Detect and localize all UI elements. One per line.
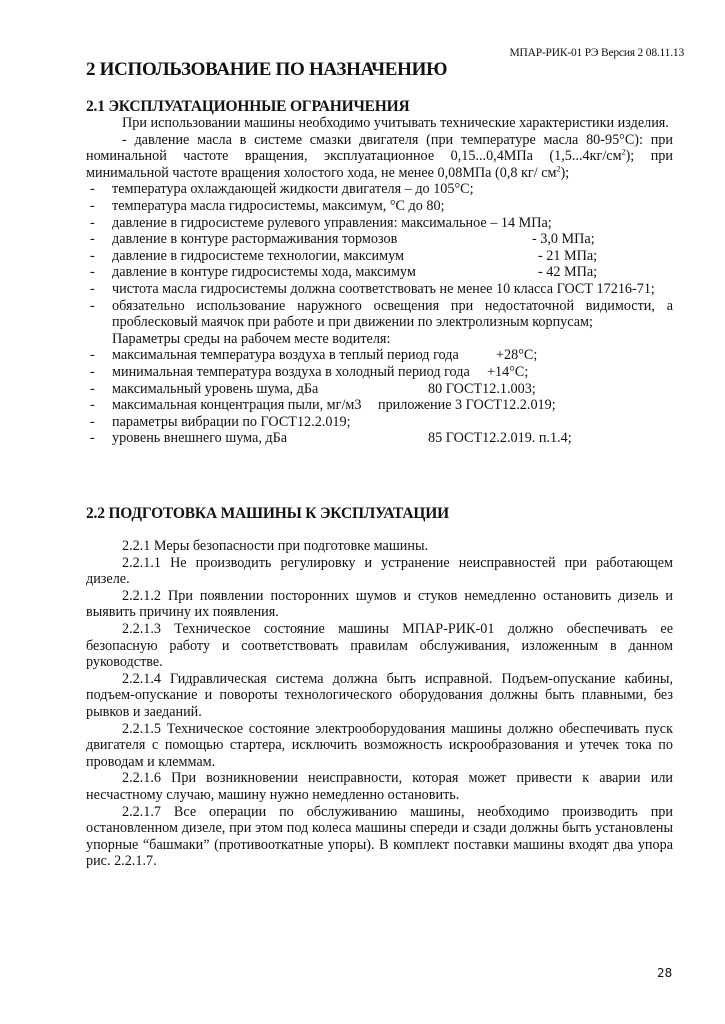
paragraph-2-2-1-6: 2.2.1.6 При возникновении неисправности, которая может привести к аварии или несчастному случаю, машину нужно немедленно остановить. [86,770,673,803]
section-2-2-body [86,538,673,870]
dash-bullet: - [90,363,95,380]
dash-bullet: - [90,347,95,364]
limit-value: - 3,0 МПа; [532,231,595,248]
paragraph-2-2-1-2: 2.2.1.2 При появлении посторонних шумов и стуков немедленно остановить дизель и выявить причину их появления. [86,587,673,621]
dash-bullet: - [90,264,95,281]
dash-bullet: - [90,214,95,231]
env-value: +14°С; [487,363,529,380]
limit-value: - 21 МПа; [538,247,598,264]
env-item: - максимальная концентрация пыли, мг/м3 приложение 3 ГОСТ12.2.019; [86,397,673,414]
dash-bullet: - [90,430,95,447]
paragraph-2-2-1-7: 2.2.1.7 Все операции по обслуживанию машины, необходимо производить при остановленном дизеле, при этом под колеса машины спереди и сзади должны быть установлены упорные “башмаки” (противооткатные упоры). В комплект поставки машины входят два упора рис. 2.2.1.7. [86,803,673,870]
limit-item: - обязательно использование наружного освещения при недостаточной видимости, а проблесковый маячок при работе и при движении по электролизным корпусам; [86,298,673,331]
env-value: 85 ГОСТ12.2.019. п.1.4; [428,430,572,447]
paragraph-2-2-1-4: 2.2.1.4 Гидравлическая система должна быть исправной. Подъем-опускание кабины, подъем-опускание и повороты технологического оборудования должны быть плавными, без рывков и заеданий. [86,670,673,720]
chapter-title: 2 ИСПОЛЬЗОВАНИЕ ПО НАЗНАЧЕНИЮ [86,59,448,80]
dash-bullet: - [90,297,95,314]
env-value: 80 ГОСТ12.1.003; [428,380,536,397]
limit-item: - давление в контуре гидросистемы хода, максимум - 42 МПа; [86,264,673,281]
dash-bullet: - [90,397,95,414]
env-item: - параметры вибрации по ГОСТ12.2.019; [86,414,673,431]
limit-value: - 42 МПа; [538,264,598,281]
limit-item: - давление в гидросистеме рулевого управления: максимальное – 14 МПа; [86,215,673,232]
intro-paragraph: При использовании машины необходимо учитывать технические характеристики изделия. [122,115,669,131]
oil-pressure-paragraph: - давление масла в системе смазки двигателя (при температуре масла 80-95°С): при номинальной частоте вращения, эксплуатационное 0,15...0,4МПа $(1,5...4кг/см^2)$; при минимальной частоте вращения холостого хода, не менее 0,08МПа (0,8 кг/ $см^2$); [86,131,673,181]
page-number: 28 [657,966,673,980]
dash-bullet: - [90,231,95,248]
paragraph-2-2-1: 2.2.1 Меры безопасности при подготовке машины. [122,538,429,554]
dash-bullet: - [90,197,95,214]
limit-item: - чистота масла гидросистемы должна соответствовать не менее 10 класса ГОСТ 17216-71; [86,281,673,298]
dash-bullet: - [90,181,95,198]
limit-item: - давление в контуре растормаживания тормозов - 3,0 МПа; [86,231,673,248]
env-item: - уровень внешнего шума, дБа 85 ГОСТ12.2.019. п.1.4; [86,430,673,447]
env-item: - минимальная температура воздуха в холодный период года +14°С; [86,364,673,381]
environment-heading: Параметры среды на рабочем месте водителя: [112,330,391,347]
paragraph-2-2-1-3: 2.2.1.3 Техническое состояние машины МПАР-РИК-01 должно обеспечивать ее безопасную работу и соответствовать правилам обслуживания, изложенным в данном руководстве. [86,620,673,671]
env-value: приложение 3 ГОСТ12.2.019; [378,397,556,414]
limit-item: - температура охлаждающей жидкости двигателя – до 105°С; [86,181,673,198]
dash-bullet: - [90,247,95,264]
env-item: - максимальный уровень шума, дБа 80 ГОСТ12.1.003; [86,381,673,398]
dash-bullet: - [90,413,95,430]
paragraph-2-2-1-1: 2.2.1.1 Не производить регулировку и устранение неисправностей при работающем дизеле. [86,554,673,588]
paragraph-2-2-1-5: 2.2.1.5 Техническое состояние электрооборудования машины должно обеспечивать пуск двигателя с помощью стартера, исключить возможность искрообразования и утечек тока по проводам и клеммам. [86,720,673,770]
limit-item: - температура масла гидросистемы, максимум, °С до 80; [86,198,673,215]
dash-bullet: - [90,380,95,397]
limit-item: - давление в гидросистеме технологии, максимум - 21 МПа; [86,248,673,265]
dash-bullet: - [90,280,95,297]
env-item: - максимальная температура воздуха в теплый период года +28°С; [86,347,673,364]
section-2-2-heading: 2.2 ПОДГОТОВКА МАШИНЫ К ЭКСПЛУАТАЦИИ [86,505,449,522]
section-2-1-body [86,115,673,447]
env-value: +28°С; [496,347,538,364]
document-header-id: МПАР-РИК-01 РЭ Версия 2 08.11.13 [509,47,684,59]
section-2-1-heading: 2.1 ЭКСПЛУАТАЦИОННЫЕ ОГРАНИЧЕНИЯ [86,98,410,115]
